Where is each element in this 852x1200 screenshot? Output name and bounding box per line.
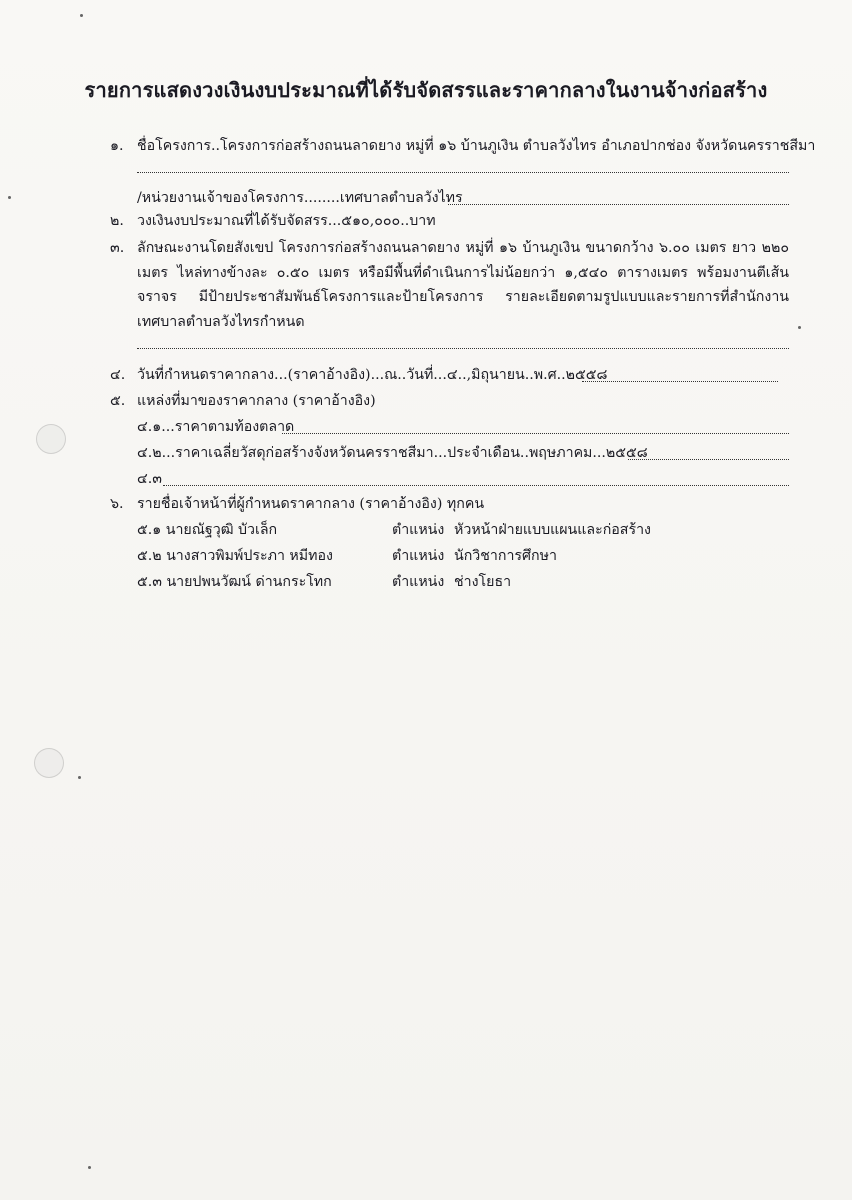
scan-speck — [80, 14, 83, 17]
item-3-fill-line — [137, 346, 789, 349]
official-2-position: นักวิชาการศึกษา — [454, 548, 557, 564]
item-1-agency: /หน่วยงานเจ้าของโครงการ........เทศบาลตำบลวังไทร — [137, 190, 463, 206]
official-1-position: หัวหน้าฝ่ายแบบแผนและก่อสร้าง — [454, 522, 651, 538]
item-1-agency-fill — [448, 202, 789, 205]
item-3-description: ลักษณะงานโดยสังเขป โครงการก่อสร้างถนนลาดยาง หมู่ที่ ๑๖ บ้านภูเงิน ขนาดกว้าง ๖.๐๐ เมตร ยาว ๒๒๐ เมตร ไหล่ทางข้างละ ๐.๕๐ เมตร หรือมีพื้นที่ดำเนินการไม่น้อยกว่า ๑,๕๔๐ ตารางเมตร พร้อมงานตีเส้นจราจร มีป้ายประชาสัมพันธ์โครงการและป้ายโครงการ รายละเอียดตามรูปแบบและรายการที่สำนักงานเทศบาลตำบลวังไทรกำหนด — [137, 240, 789, 330]
scan-speck — [78, 776, 81, 779]
item-5-sub-3-fill — [163, 483, 789, 486]
item-1-number: ๑. — [110, 138, 124, 154]
official-3-position-label: ตำแหน่ง — [392, 574, 445, 590]
official-2-position-label: ตำแหน่ง — [392, 548, 445, 564]
item-2-budget: วงเงินงบประมาณที่ได้รับจัดสรร...๕๑๐,๐๐๐..บาท — [137, 213, 436, 229]
item-6-officials-heading: รายชื่อเจ้าหน้าที่ผู้กำหนดราคากลาง (ราคาอ้างอิง) ทุกคน — [137, 496, 485, 512]
item-5-sub-1: ๔.๑...ราคาตามท้องตลาด — [137, 419, 295, 435]
item-5-sub-1-fill — [282, 431, 789, 434]
item-6-number: ๖. — [110, 496, 124, 512]
item-1-fill-line — [137, 170, 789, 173]
official-1-name: ๕.๑ นายณัฐวุฒิ บัวเล็ก — [137, 522, 278, 538]
item-4-fill-line — [582, 379, 778, 382]
official-3-position: ช่างโยธา — [454, 574, 512, 590]
item-4-price-date: วันที่กำหนดราคากลาง...(ราคาอ้างอิง)...ณ..วันที่...๔..,มิถุนายน..พ.ศ..๒๕๕๘ — [137, 367, 608, 383]
item-5-sub-2-fill — [628, 457, 789, 460]
punch-hole-bottom — [34, 748, 64, 778]
scan-speck — [88, 1166, 91, 1169]
punch-hole-top — [36, 424, 66, 454]
item-4-number: ๔. — [110, 367, 126, 383]
item-3-number: ๓. — [110, 240, 125, 256]
item-5-price-source: แหล่งที่มาของราคากลาง (ราคาอ้างอิง) — [137, 393, 376, 409]
official-3-name: ๕.๓ นายปพนวัฒน์ ด่านกระโทก — [137, 574, 332, 590]
document-title: รายการแสดงวงเงินงบประมาณที่ได้รับจัดสรรและราคากลางในงานจ้างก่อสร้าง — [84, 78, 768, 102]
item-1-project-name: ชื่อโครงการ..โครงการก่อสร้างถนนลาดยาง หมู่ที่ ๑๖ บ้านภูเงิน ตำบลวังไทร อำเภอปากช่อง จังหวัดนครราชสีมา — [137, 138, 816, 154]
official-2-name: ๕.๒ นางสาวพิมพ์ประภา หมีทอง — [137, 548, 333, 564]
scan-speck — [8, 196, 11, 199]
item-5-number: ๕. — [110, 393, 126, 409]
official-1-position-label: ตำแหน่ง — [392, 522, 445, 538]
item-5-sub-2: ๔.๒...ราคาเฉลี่ยวัสดุก่อสร้างจังหวัดนครราชสีมา...ประจำเดือน..พฤษภาคม...๒๕๕๘ — [137, 445, 648, 461]
scan-speck — [798, 326, 801, 329]
item-2-number: ๒. — [110, 213, 124, 229]
item-5-sub-3: ๔.๓ — [137, 471, 162, 487]
